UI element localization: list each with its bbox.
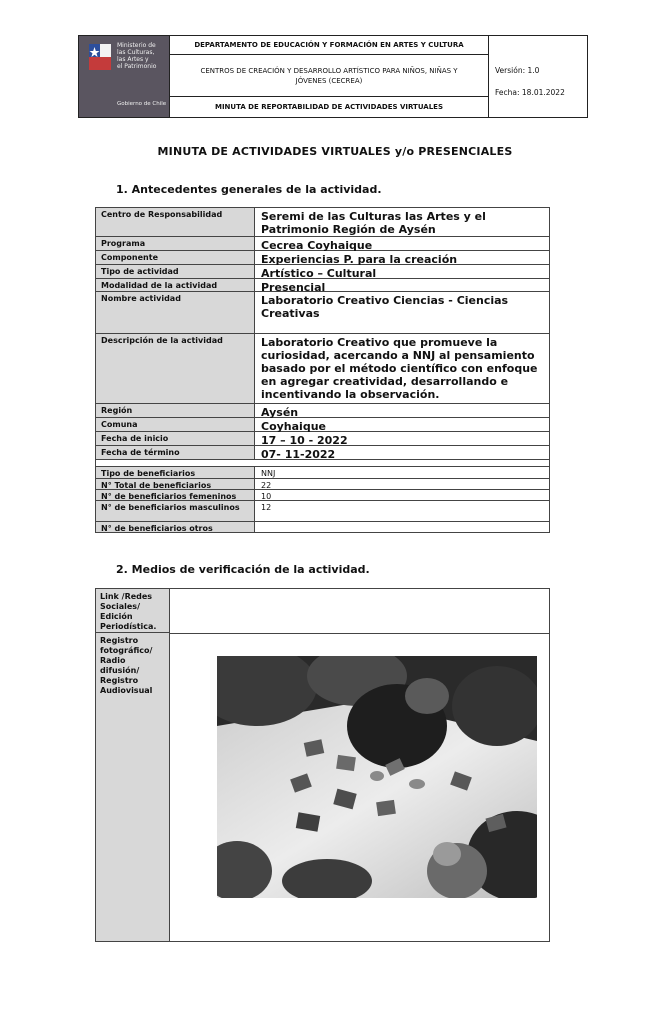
coat-of-arms-icon bbox=[87, 42, 113, 72]
table-row: Centro de Responsabilidad Seremi de las Culturas las Artes y el Patrimonio Región de Aysén bbox=[95, 207, 550, 237]
report-title: MINUTA DE REPORTABILIDAD DE ACTIVIDADES VIRTUALES bbox=[214, 103, 443, 111]
table-row: N° de beneficiarios masculinos 12 bbox=[95, 501, 550, 522]
table-row: N° de beneficiarios femeninos 10 bbox=[95, 490, 550, 501]
table-row: Tipo de beneficiarios NNJ bbox=[95, 466, 550, 479]
activity-photo bbox=[217, 656, 537, 898]
table-row: Comuna Coyhaique bbox=[95, 418, 550, 432]
version-label: Versión: 1.0 bbox=[495, 66, 540, 75]
table-row: Fecha de término 07- 11-2022 bbox=[95, 446, 550, 460]
links-value bbox=[170, 589, 549, 634]
program-title: CENTROS DE CREACIÓN Y DESARROLLO ARTÍSTICO PARA NIÑOS, NIÑAS Y JÓVENES (CECREA) bbox=[170, 55, 488, 97]
table-row: Tipo de actividad Artístico – Cultural bbox=[95, 265, 550, 279]
table-row: N° de beneficiarios otros bbox=[95, 522, 550, 533]
government-label: Gobierno de Chile bbox=[117, 101, 167, 107]
activity-details-table bbox=[95, 207, 550, 533]
department-title: DEPARTAMENTO DE EDUCACIÓN Y FORMACIÓN EN ARTES Y CULTURA bbox=[170, 36, 488, 55]
document-header bbox=[78, 35, 588, 118]
section-2-heading: 2. Medios de verificación de la actividad. bbox=[116, 563, 370, 576]
ministry-name: Ministerio de las Culturas, las Artes y el Patrimonio bbox=[117, 42, 157, 70]
links-label: Link /Redes Sociales/ Edición Periodística. bbox=[96, 589, 170, 633]
table-row: Descripción de la actividad Laboratorio Creativo que promueve la curiosidad, acercando a NNJ al pensamiento basado por el método científico con enfoque en agregar creatividad, desarrollando e incentivando la observación. bbox=[95, 334, 550, 404]
table-row: N° Total de beneficiarios 22 bbox=[95, 479, 550, 490]
ministry-logo bbox=[79, 36, 169, 117]
section-1-heading: 1. Antecedentes generales de la actividad. bbox=[116, 183, 382, 196]
records-label: Registro fotográfico/ Radio difusión/ Registro Audiovisual bbox=[96, 633, 170, 941]
table-row: Región Aysén bbox=[95, 404, 550, 418]
document-title: MINUTA DE ACTIVIDADES VIRTUALES y/o PRESENCIALES bbox=[157, 145, 513, 158]
table-row: Modalidad de la actividad Presencial bbox=[95, 279, 550, 292]
table-row: Componente Experiencias P. para la creación bbox=[95, 251, 550, 265]
table-row: Nombre actividad Laboratorio Creativo Ciencias - Ciencias Creativas bbox=[95, 292, 550, 334]
date-label: Fecha: 18.01.2022 bbox=[495, 88, 565, 97]
table-row: Fecha de inicio 17 – 10 - 2022 bbox=[95, 432, 550, 446]
table-row: Programa Cecrea Coyhaique bbox=[95, 237, 550, 251]
